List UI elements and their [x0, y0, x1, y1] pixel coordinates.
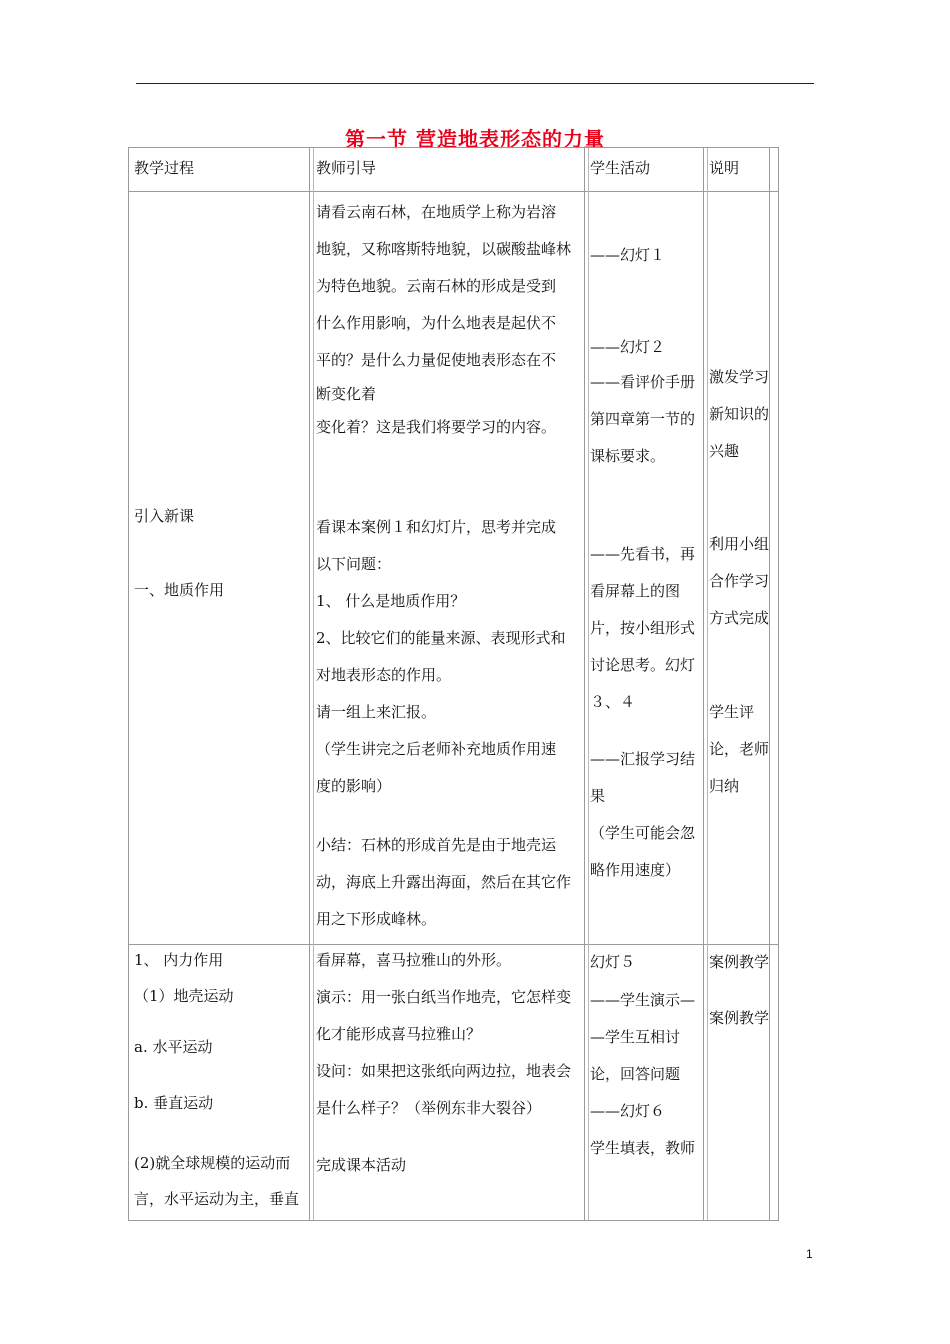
note-block: [709, 526, 769, 637]
student-line: 看屏幕上的图: [590, 582, 681, 600]
header-rule: [136, 83, 814, 84]
teacher-line: 以下问题：: [316, 555, 392, 573]
process-line: [134, 1014, 299, 1033]
column-divider-inner: [707, 148, 708, 1220]
column-divider: [584, 148, 585, 1220]
teacher-line: 小结：石林的形成首先是由于地壳运: [316, 836, 557, 854]
header-row-divider: [129, 191, 778, 192]
process-line: [134, 1061, 299, 1089]
note-line: 案例教学: [709, 953, 770, 971]
teacher-line: 化才能形成喜马拉雅山？: [316, 1025, 482, 1043]
student-line: ——先看书，再: [590, 545, 696, 563]
student-block: [590, 331, 695, 475]
column-divider-inner: [588, 148, 589, 1220]
teacher-line: 对地表形态的作用。: [316, 666, 452, 684]
student-line: ——看评价手册: [590, 373, 696, 391]
note-block: [709, 694, 769, 805]
header-student: 学生活动: [590, 159, 651, 177]
column-divider-inner: [313, 148, 314, 1220]
process-cell: [134, 498, 224, 609]
page-number: 1: [806, 1247, 813, 1261]
teacher-line: 演示：用一张白纸当作地壳，它怎样变: [316, 988, 572, 1006]
student-line: 幻灯５: [590, 953, 636, 971]
process-line: b. 垂直运动: [134, 1094, 214, 1112]
teacher-summary-block: [316, 827, 571, 938]
teacher-questions-block: [316, 509, 566, 805]
teacher-line: 请一组上来汇报。: [316, 703, 437, 721]
teacher-line: 什么作用影响，为什么地表是起伏不: [316, 314, 557, 332]
process-line: （1）地壳运动: [134, 987, 234, 1005]
teacher-line: 设问：如果把这张纸向两边拉，地表会: [316, 1062, 572, 1080]
note-block: [709, 359, 769, 470]
teacher-line: [316, 1127, 571, 1147]
student-block: [590, 237, 665, 274]
page-title: 第一节 营造地表形态的力量: [345, 127, 605, 151]
column-divider: [309, 148, 310, 1220]
process-line: [134, 535, 224, 572]
teacher-line: 地貌，又称喀斯特地貌，以碳酸盐峰林: [316, 240, 572, 258]
student-line: ——幻灯１: [590, 246, 666, 264]
header-note: 说明: [709, 159, 740, 177]
student-line: 略作用速度）: [590, 861, 681, 879]
student-line: ——幻灯２: [590, 338, 666, 356]
process-line: (2)就全球规模的运动而: [134, 1154, 291, 1172]
note-line: 兴趣: [709, 442, 740, 460]
student-line: 果: [590, 787, 606, 805]
note-line: [709, 982, 769, 998]
student-block: [590, 536, 695, 721]
header-teacher: 教师引导: [316, 159, 377, 177]
note-line: 利用小组: [709, 535, 770, 553]
teacher-line: 度的影响）: [316, 777, 392, 795]
process-line: 引入新课: [134, 507, 195, 525]
note-line: 论，老师: [709, 740, 770, 758]
teacher-line: 是什么样子？（举例东非大裂谷）: [316, 1099, 542, 1117]
student-line: ——幻灯６: [590, 1102, 666, 1120]
teacher-line: 为特色地貌。云南石林的形成是受到: [316, 277, 557, 295]
student-block: [590, 741, 695, 889]
student-line: ——学生演示—: [590, 991, 696, 1009]
teacher-line: 变化着？这是我们将要学习的内容。: [316, 418, 557, 436]
lesson-table: [128, 147, 779, 1221]
student-line: ３、４: [590, 693, 636, 711]
process-line: [134, 1117, 299, 1145]
student-block: [590, 942, 695, 1167]
student-line: ——汇报学习结: [590, 750, 696, 768]
note-line: 案例教学: [709, 1009, 770, 1027]
process-line: 1、 内力作用: [134, 951, 224, 969]
teacher-line: 完成课本活动: [316, 1156, 407, 1174]
teacher-block: [316, 942, 571, 1184]
column-divider: [703, 148, 704, 1220]
teacher-intro-block: [316, 194, 571, 445]
student-line: 片，按小组形式: [590, 619, 696, 637]
student-line: —学生互相讨: [590, 1028, 681, 1046]
column-divider: [769, 148, 770, 1220]
student-line: （学生可能会忽: [590, 824, 696, 842]
teacher-line: 断变化着: [316, 385, 377, 403]
note-block: [709, 942, 769, 1038]
process-line: 一、地质作用: [134, 581, 225, 599]
note-line: 新知识的: [709, 405, 770, 423]
note-line: 合作学习: [709, 572, 770, 590]
teacher-line: 动，海底上升露出海面，然后在其它作: [316, 873, 572, 891]
teacher-line: （学生讲完之后老师补充地质作用速: [316, 740, 557, 758]
teacher-line: 看屏幕，喜马拉雅山的外形。: [316, 951, 512, 969]
process-line: a. 水平运动: [134, 1038, 213, 1056]
teacher-line: 平的？是什么力量促使地表形态在不: [316, 351, 557, 369]
note-line: 学生评: [709, 703, 755, 721]
teacher-line: 请看云南石林，在地质学上称为岩溶: [316, 203, 557, 221]
teacher-line: 1、 什么是地质作用？: [316, 592, 466, 610]
note-line: 归纳: [709, 777, 740, 795]
student-line: 课标要求。: [590, 447, 666, 465]
note-line: 激发学习: [709, 368, 770, 386]
student-line: 论，回答问题: [590, 1065, 681, 1083]
teacher-line: 看课本案例１和幻灯片，思考并完成: [316, 518, 557, 536]
header-process: 教学过程: [134, 159, 195, 177]
student-line: 学生填表，教师: [590, 1139, 696, 1157]
teacher-line: 2、比较它们的能量来源、表现形式和: [316, 629, 566, 647]
process-cell: [134, 942, 299, 1217]
student-line: 第四章第一节的: [590, 410, 696, 428]
process-line: 言，水平运动为主，垂直: [134, 1190, 300, 1208]
teacher-line: 用之下形成峰林。: [316, 910, 437, 928]
note-line: 方式完成: [709, 609, 770, 627]
student-line: 讨论思考。幻灯: [590, 656, 696, 674]
